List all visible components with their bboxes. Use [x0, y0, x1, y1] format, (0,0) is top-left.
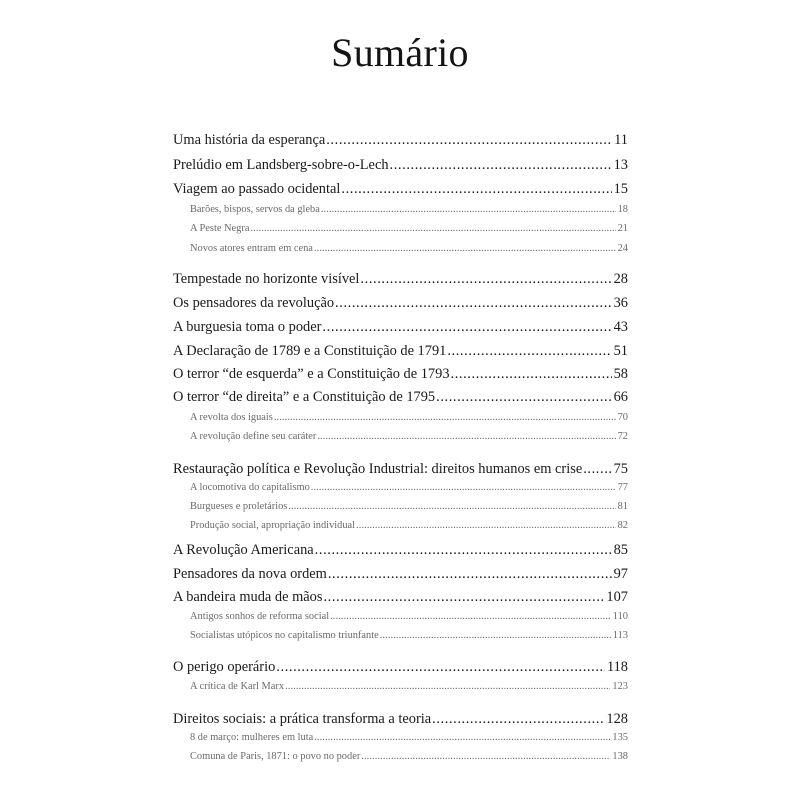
- toc-subentry-page: 110: [612, 611, 628, 622]
- toc-subentry[interactable]: [190, 241, 628, 257]
- toc-entry-label: Os pensadores da revolução: [173, 295, 335, 311]
- toc-subentry-page: 123: [612, 681, 628, 692]
- toc-entry[interactable]: [173, 341, 628, 361]
- toc-subentry-page: 135: [612, 732, 628, 743]
- toc-subentry[interactable]: [190, 730, 628, 746]
- toc-entry-page: 13: [613, 157, 628, 173]
- toc-subentry-page: 138: [612, 751, 628, 762]
- dot-leader: [314, 730, 610, 746]
- toc-entry[interactable]: [173, 130, 628, 150]
- dot-leader: [326, 130, 612, 150]
- dot-leader: [380, 628, 611, 644]
- toc-entry[interactable]: [173, 657, 628, 677]
- toc-entry-page: 36: [613, 295, 628, 311]
- toc-subentry[interactable]: [190, 429, 628, 445]
- toc-entry[interactable]: [173, 293, 628, 313]
- toc-entry[interactable]: [173, 587, 628, 607]
- toc-subentry-page: 70: [617, 412, 628, 423]
- dot-leader: [315, 540, 612, 560]
- dot-leader: [311, 480, 616, 496]
- dot-leader: [314, 241, 616, 257]
- toc-subentry[interactable]: [190, 518, 628, 534]
- dot-leader: [341, 179, 611, 199]
- dot-leader: [322, 317, 611, 337]
- toc-subentry-label: Produção social, apropriação individual: [190, 520, 356, 531]
- dot-leader: [317, 429, 615, 445]
- toc-subentry-page: 24: [617, 243, 628, 254]
- dot-leader: [361, 749, 610, 765]
- toc-subentry-page: 82: [617, 520, 628, 531]
- toc-subentry-page: 113: [612, 630, 628, 641]
- toc-subentry-label: A crítica de Karl Marx: [190, 681, 285, 692]
- toc-subentry-label: Novos atores entram em cena: [190, 243, 313, 254]
- dot-leader: [328, 564, 612, 584]
- toc-entry[interactable]: [173, 155, 628, 175]
- toc-entry-label: A Revolução Americana: [173, 542, 314, 558]
- toc-entry-page: 75: [613, 461, 628, 477]
- dot-leader: [432, 709, 604, 729]
- dot-leader: [335, 293, 612, 313]
- toc-subentry[interactable]: [190, 679, 628, 695]
- toc-subentry-label: Socialistas utópicos no capitalismo triunfante: [190, 630, 379, 641]
- dot-leader: [330, 609, 611, 625]
- page-title: Sumário: [331, 30, 469, 75]
- toc-entry-page: 51: [613, 343, 628, 359]
- dot-leader: [321, 202, 616, 218]
- toc-subentry-label: Barões, bispos, servos da gleba: [190, 204, 320, 215]
- toc-subentry[interactable]: [190, 410, 628, 426]
- toc-entry-page: 97: [613, 566, 628, 582]
- dot-leader: [288, 499, 615, 515]
- toc-entry-page: 28: [613, 271, 628, 287]
- toc-entry-page: 15: [613, 181, 628, 197]
- toc-entry-label: Prelúdio em Landsberg-sobre-o-Lech: [173, 157, 389, 173]
- dot-leader: [360, 269, 611, 289]
- toc-entry-label: Viagem ao passado ocidental: [173, 181, 341, 197]
- toc-entry[interactable]: [173, 564, 628, 584]
- toc-entry-page: 43: [613, 319, 628, 335]
- toc-entry[interactable]: [173, 387, 628, 407]
- toc-subentry-page: 72: [617, 431, 628, 442]
- toc-entry[interactable]: [173, 269, 628, 289]
- dot-leader: [285, 679, 610, 695]
- toc-entry-page: 11: [614, 132, 628, 148]
- toc-entry-label: O perigo operário: [173, 659, 276, 675]
- toc-entry[interactable]: [173, 459, 628, 479]
- toc-subentry[interactable]: [190, 480, 628, 496]
- toc-subentry-label: A Peste Negra: [190, 223, 250, 234]
- toc-entry[interactable]: [173, 179, 628, 199]
- toc-subentry-label: 8 de março: mulheres em luta: [190, 732, 314, 743]
- toc-entry-label: A Declaração de 1789 e a Constituição de 1791: [173, 343, 447, 359]
- toc-entry[interactable]: [173, 709, 628, 729]
- toc-subentry-page: 77: [617, 482, 628, 493]
- toc-subentry[interactable]: [190, 749, 628, 765]
- toc-subentry-label: Burgueses e proletários: [190, 501, 288, 512]
- toc-entry-label: Restauração política e Revolução Industrial: direitos humanos em crise: [173, 461, 583, 477]
- toc-entry[interactable]: [173, 364, 628, 384]
- toc-entry-label: Uma história da esperança: [173, 132, 326, 148]
- toc-subentry[interactable]: [190, 609, 628, 625]
- toc-subentry-page: 81: [617, 501, 628, 512]
- toc-entry-label: O terror “de esquerda” e a Constituição de 1793: [173, 366, 450, 382]
- dot-leader: [451, 364, 612, 384]
- toc-entry-label: O terror “de direita” e a Constituição de 1795: [173, 389, 436, 405]
- dot-leader: [436, 387, 611, 407]
- dot-leader: [250, 221, 615, 237]
- toc-subentry-page: 21: [617, 223, 628, 234]
- dot-leader: [323, 587, 604, 607]
- toc-subentry[interactable]: [190, 221, 628, 237]
- toc-subentry[interactable]: [190, 499, 628, 515]
- toc-subentry[interactable]: [190, 202, 628, 218]
- toc-entry-page: 118: [606, 659, 628, 675]
- toc-subentry-label: A locomotiva do capitalismo: [190, 482, 310, 493]
- toc-entry-label: Tempestade no horizonte visível: [173, 271, 360, 287]
- toc-subentry-label: Antigos sonhos de reforma social: [190, 611, 330, 622]
- toc-entry-label: A bandeira muda de mãos: [173, 589, 323, 605]
- toc-entry[interactable]: [173, 317, 628, 337]
- toc-entry-page: 128: [606, 711, 628, 727]
- dot-leader: [276, 657, 605, 677]
- toc-entry-page: 85: [613, 542, 628, 558]
- toc-entry-page: 58: [613, 366, 628, 382]
- toc-subentry-label: Comuna de Paris, 1871: o povo no poder: [190, 751, 361, 762]
- toc-entry-label: Pensadores da nova ordem: [173, 566, 327, 582]
- toc-entry[interactable]: [173, 540, 628, 560]
- dot-leader: [583, 459, 611, 479]
- toc-subentry-page: 18: [617, 204, 628, 215]
- toc-entry-label: A burguesia toma o poder: [173, 319, 322, 335]
- dot-leader: [447, 341, 611, 361]
- toc-entry-label: Direitos sociais: a prática transforma a teoria: [173, 711, 432, 727]
- toc-entry-page: 66: [613, 389, 628, 405]
- toc-entry-page: 107: [606, 589, 628, 605]
- toc-subentry-label: A revolução define seu caráter: [190, 431, 317, 442]
- dot-leader: [390, 155, 612, 175]
- dot-leader: [356, 518, 616, 534]
- dot-leader: [274, 410, 616, 426]
- toc-subentry[interactable]: [190, 628, 628, 644]
- toc-subentry-label: A revolta dos iguais: [190, 412, 273, 423]
